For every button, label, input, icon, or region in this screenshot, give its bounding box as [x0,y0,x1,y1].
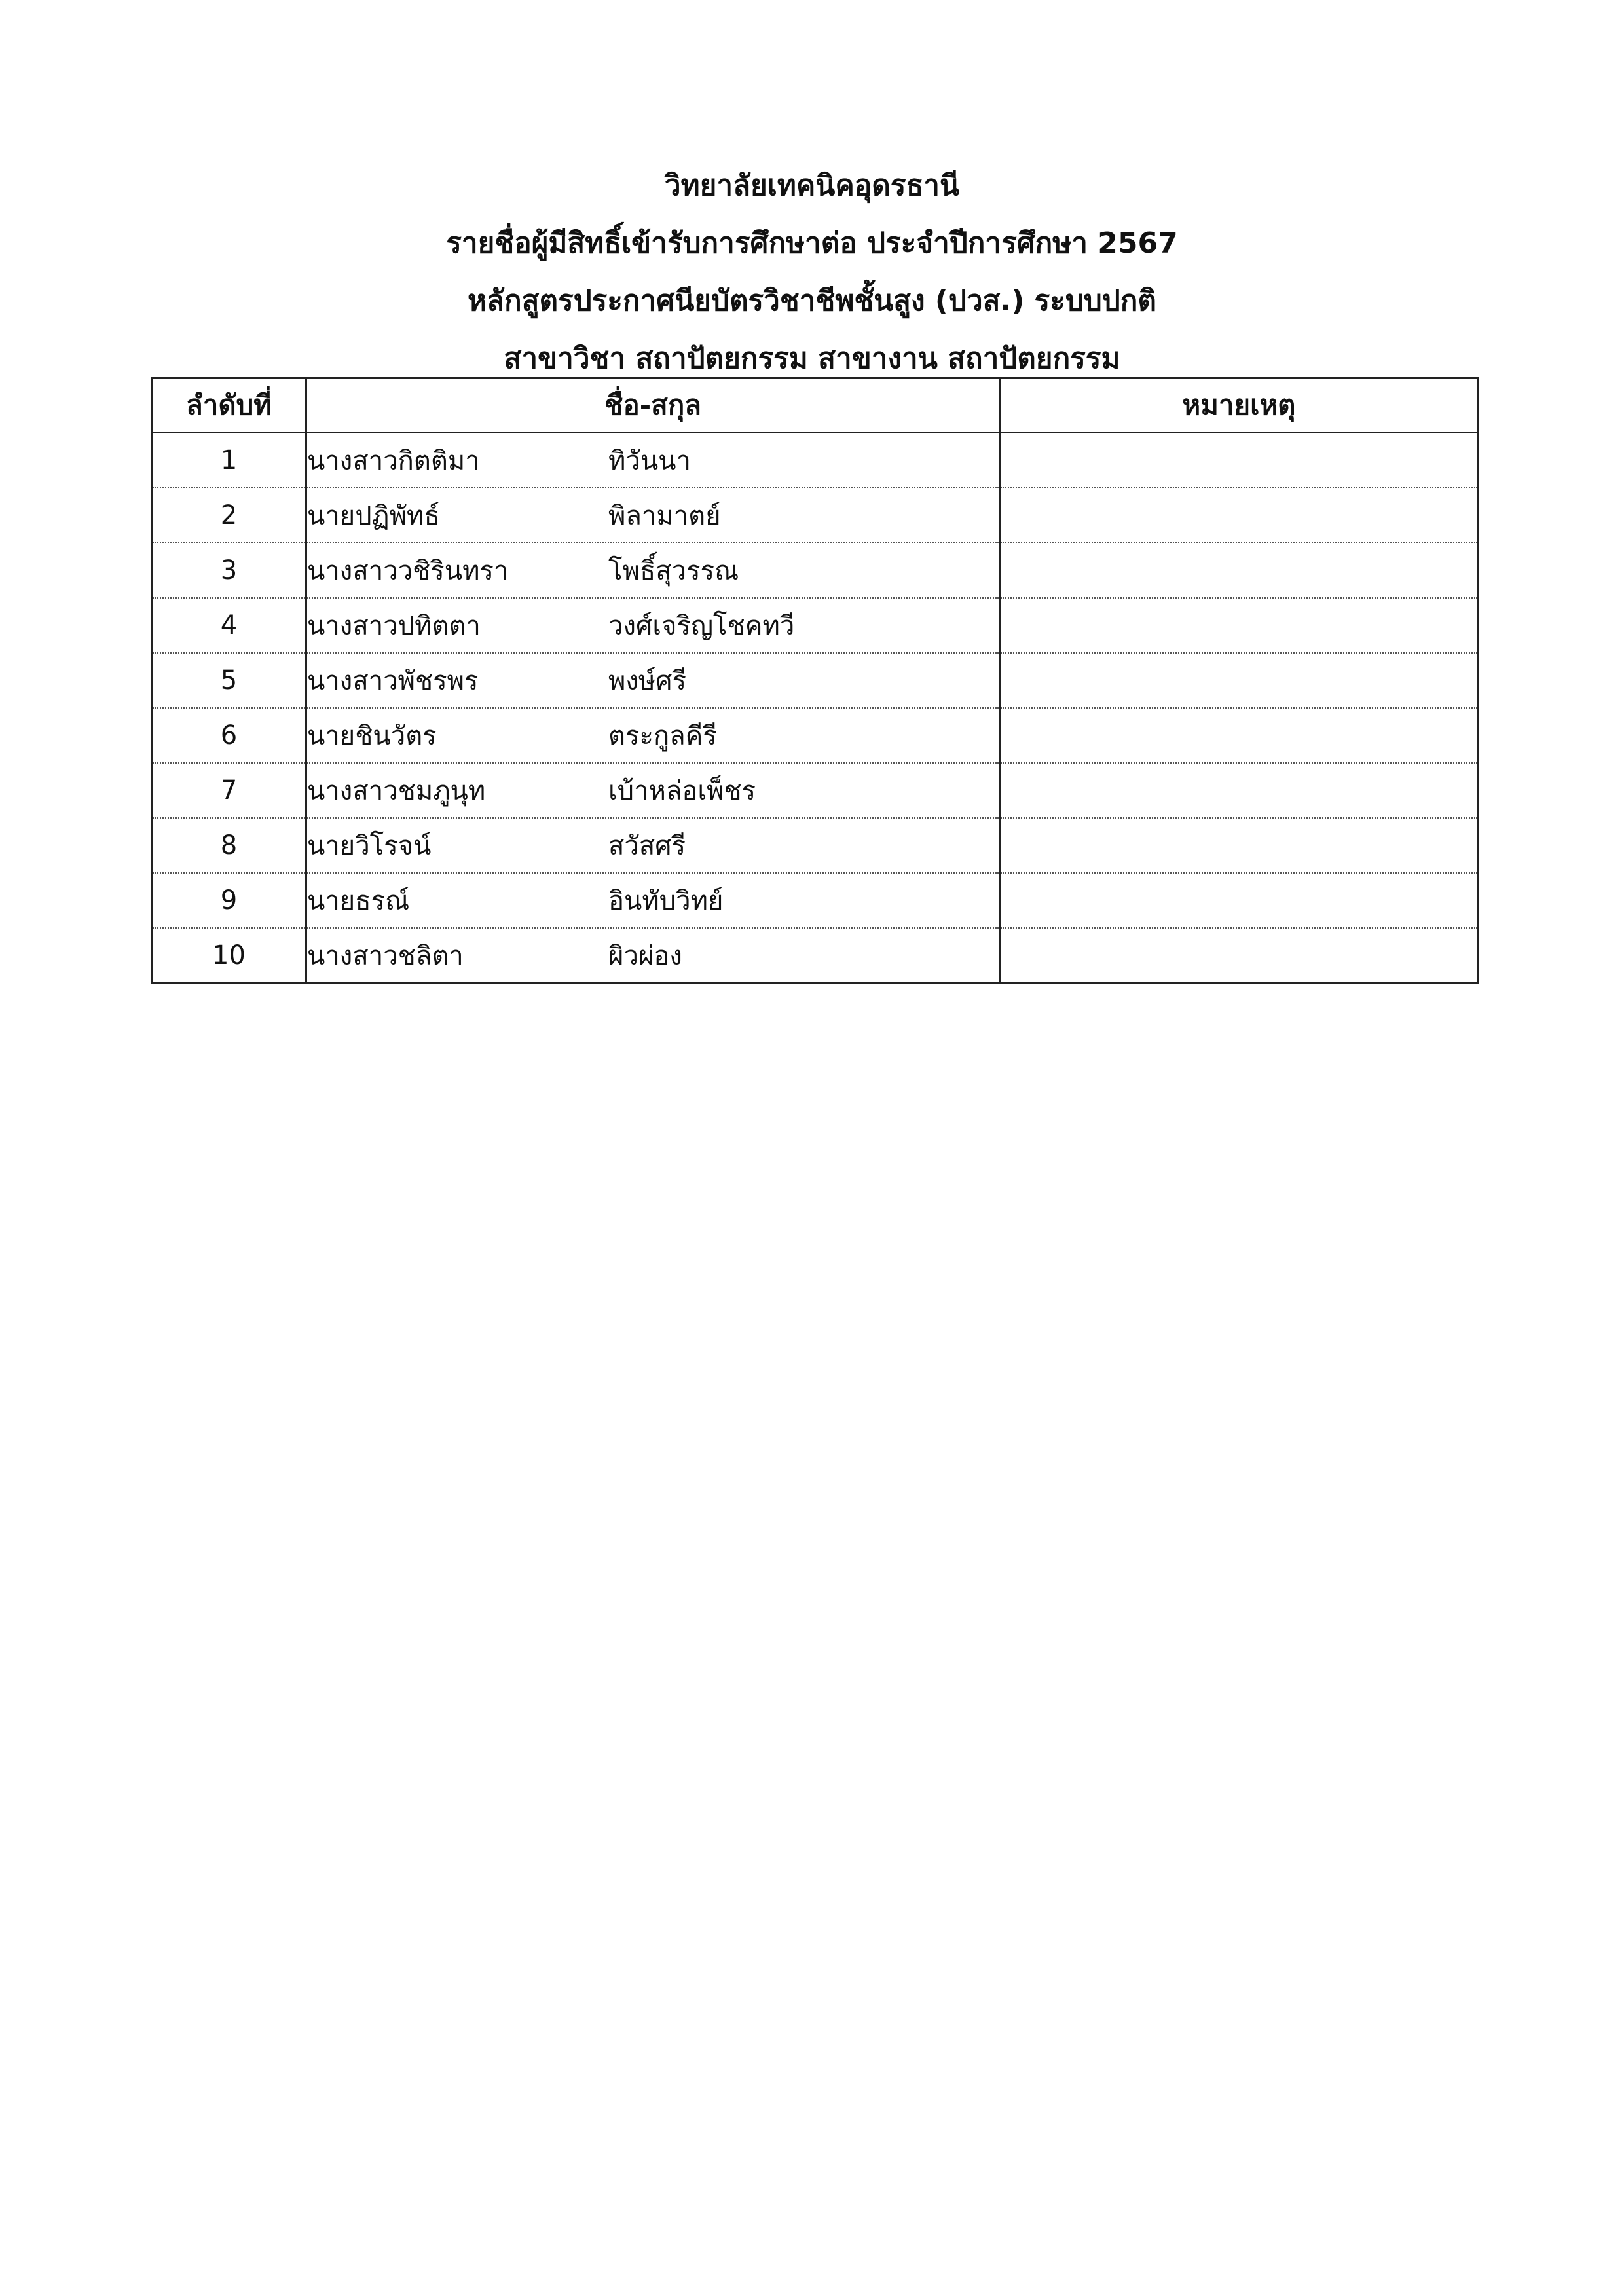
row-number: 4 [152,598,306,653]
last-name: ผิวผ่อง [608,941,682,971]
table-row [152,763,1479,818]
remark-cell [1000,433,1479,488]
student-name [306,818,1000,873]
student-name [306,598,1000,653]
first-name: นายชินวัตร [307,721,437,751]
first-name: นางสาวพัชรพร [307,666,479,696]
student-roster-table [151,377,1479,984]
row-number: 9 [152,873,306,928]
last-name: พงษ์ศรี [608,666,687,696]
last-name: สวัสศรี [608,831,686,861]
table-row [152,488,1479,543]
row-number: 7 [152,763,306,818]
first-name: นายธรณ์ [307,886,410,916]
table-row [152,433,1479,488]
remark-cell [1000,543,1479,598]
remark-cell [1000,708,1479,763]
table-row [152,543,1479,598]
row-number: 8 [152,818,306,873]
first-name: นายปฏิพัทธ์ [307,501,440,531]
row-number: 10 [152,928,306,984]
row-number: 2 [152,488,306,543]
program-title: หลักสูตรประกาศนียบัตรวิชาชีพชั้นสูง (ปวส.) ระบบปกติ [468,284,1156,318]
first-name: นางสาวปทิตตา [307,611,481,641]
remark-cell [1000,873,1479,928]
student-name [306,653,1000,708]
student-name [306,433,1000,488]
first-name: นายวิโรจน์ [307,831,432,861]
first-name: นางสาววชิรินทรา [307,556,509,586]
table-row [152,653,1479,708]
college-name: วิทยาลัยเทคนิคอุดรธานี [664,169,960,202]
last-name: เบ้าหล่อเพ็ชร [608,776,756,806]
first-name: นางสาวชลิตา [307,941,464,971]
table-body [152,433,1479,984]
last-name: พิลามาตย์ [608,501,721,531]
first-name: นางสาวกิตติมา [307,446,480,476]
column-header-name: ชื่อ-สกุล [306,378,1000,433]
last-name: ตระกูลคีรี [608,721,717,751]
table-row [152,708,1479,763]
student-name [306,928,1000,984]
student-name [306,763,1000,818]
remark-cell [1000,818,1479,873]
last-name: วงศ์เจริญโชคทวี [608,611,795,641]
table-row [152,598,1479,653]
department-title: สาขาวิชา สถาปัตยกรรม สาขางาน สถาปัตยกรรม [504,342,1120,375]
last-name: โพธิ์สุวรรณ [608,556,739,586]
last-name: อินทับวิทย์ [608,886,724,916]
table-header-row [152,378,1479,433]
row-number: 5 [152,653,306,708]
remark-cell [1000,598,1479,653]
row-number: 1 [152,433,306,488]
student-name [306,873,1000,928]
table-row [152,818,1479,873]
column-header-remark: หมายเหตุ [1000,378,1479,433]
row-number: 6 [152,708,306,763]
student-name [306,708,1000,763]
row-number: 3 [152,543,306,598]
document-title: รายชื่อผู้มีสิทธิ์เข้ารับการศึกษาต่อ ประจำปีการศึกษา 2567 [446,227,1178,260]
remark-cell [1000,488,1479,543]
student-name [306,488,1000,543]
remark-cell [1000,928,1479,984]
remark-cell [1000,763,1479,818]
document-header [0,157,1624,388]
column-header-number: ลำดับที่ [152,378,306,433]
first-name: นางสาวชมภูนุท [307,776,486,806]
table-row [152,873,1479,928]
last-name: ทิวันนา [608,446,691,476]
table-row [152,928,1479,984]
remark-cell [1000,653,1479,708]
student-name [306,543,1000,598]
